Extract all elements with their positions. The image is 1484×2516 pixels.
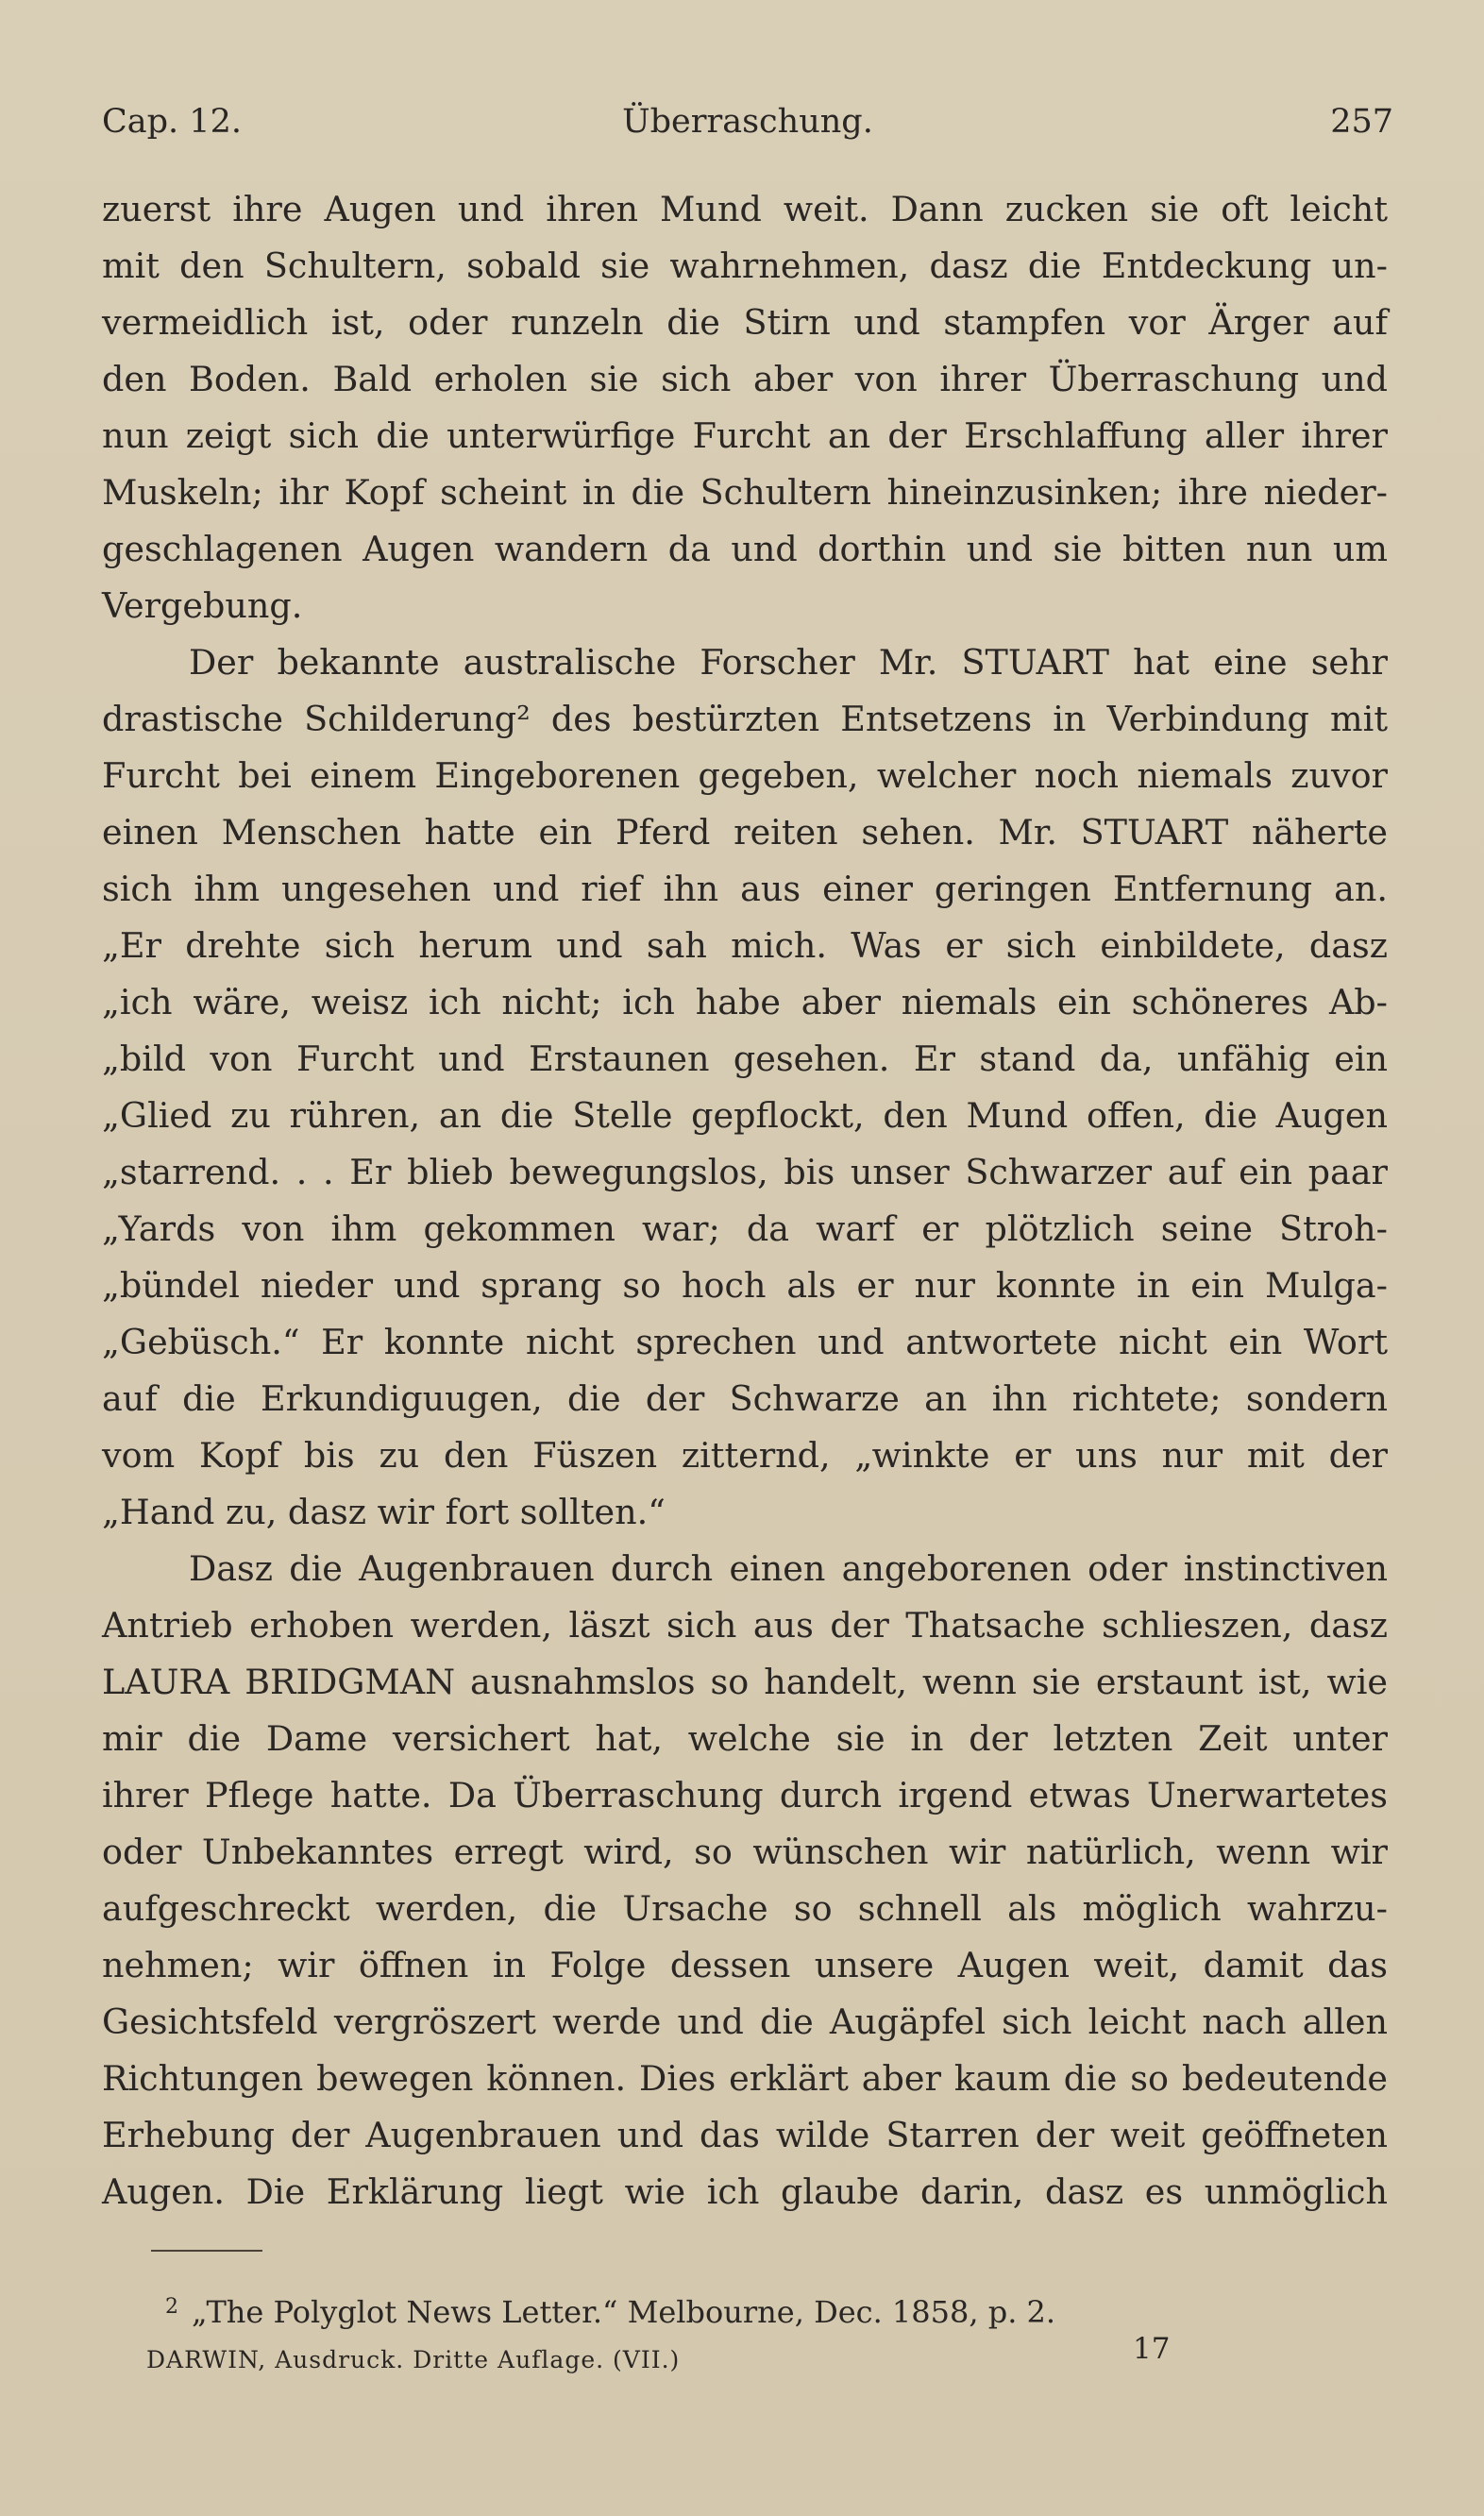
text-line: „Yards von ihm gekommen war; da warf er plötzlich seine Stroh- (102, 1208, 1388, 1249)
text-line: „Gebüsch.“ Er konnte nicht sprechen und antwortete nicht ein Wort (102, 1322, 1388, 1362)
text-line: nun zeigt sich die unterwürfige Furcht an der Erschlaffung aller ihrer (102, 415, 1388, 456)
text-line-paragraph-start: Dasz die Augenbrauen durch einen angeborenen oder instinctiven (189, 1548, 1388, 1589)
text-line: „Hand zu, dasz wir fort sollten.“ (102, 1492, 666, 1532)
text-line: mir die Dame versichert hat, welche sie in der letzten Zeit unter (102, 1718, 1388, 1759)
text-line: „bündel nieder und sprang so hoch als er nur konnte in ein Mulga- (102, 1265, 1388, 1306)
printer-signature: DARWIN, Ausdruck. Dritte Auflage. (VII.) (146, 2346, 681, 2373)
text-line: zuerst ihre Augen und ihren Mund weit. Dann zucken sie oft leicht (102, 189, 1388, 229)
text-line: LAURA BRIDGMAN ausnahmslos so handelt, wenn sie erstaunt ist, wie (102, 1662, 1388, 1702)
footnote (165, 2287, 1204, 2333)
text-line: „Glied zu rühren, an die Stelle gepflockt, den Mund offen, die Augen (102, 1095, 1388, 1136)
text-line: oder Unbekanntes erregt wird, so wünschen wir natürlich, wenn wir (102, 1832, 1388, 1872)
footnote-marker: 2 (165, 2295, 178, 2319)
footnote-text: „The Polyglot News Letter.“ Melbourne, Dec. 1858, p. 2. (192, 2294, 1056, 2330)
text-line: den Boden. Bald erholen sie sich aber von ihrer Überraschung und (102, 359, 1388, 399)
text-line: Furcht bei einem Eingeborenen gegeben, welcher noch niemals zuvor (102, 755, 1388, 796)
footnote-rule (151, 2250, 262, 2252)
running-title: Überraschung. (622, 103, 873, 141)
running-head (102, 98, 1393, 145)
chapter-label: Cap. 12. (102, 103, 242, 141)
text-line: Vergebung. (102, 585, 303, 626)
sheet-number: 17 (1133, 2332, 1171, 2366)
text-line: Gesichtsfeld vergröszert werde und die Augäpfel sich leicht nach allen (102, 2001, 1388, 2042)
text-line: auf die Erkundiguugen, die der Schwarze an ihn richtete; sondern (102, 1378, 1388, 1419)
text-line: Antrieb erhoben werden, läszt sich aus der Thatsache schlieszen, dasz (102, 1605, 1388, 1646)
text-line: „ich wäre, weisz ich nicht; ich habe aber niemals ein schöneres Ab- (102, 982, 1388, 1022)
text-line: vom Kopf bis zu den Füszen zitternd, „winkte er uns nur mit der (102, 1435, 1388, 1476)
text-line: nehmen; wir öffnen in Folge dessen unsere Augen weit, damit das (102, 1945, 1388, 1985)
text-line: Richtungen bewegen können. Dies erklärt aber kaum die so bedeutende (102, 2058, 1388, 2099)
text-line: drastische Schilderung² des bestürzten Entsetzens in Verbindung mit (102, 699, 1388, 739)
text-line-paragraph-start: Der bekannte australische Forscher Mr. STUART hat eine sehr (189, 642, 1388, 683)
text-line: sich ihm ungesehen und rief ihn aus einer geringen Entfernung an. (102, 869, 1388, 909)
text-line: Muskeln; ihr Kopf scheint in die Schultern hineinzusinken; ihre nieder- (102, 472, 1388, 513)
text-line: vermeidlich ist, oder runzeln die Stirn und stampfen vor Ärger auf (102, 302, 1388, 343)
text-line: „bild von Furcht und Erstaunen gesehen. Er stand da, unfähig ein (102, 1038, 1388, 1079)
text-line: Erhebung der Augenbrauen und das wilde Starren der weit geöffneten (102, 2115, 1388, 2155)
text-line: mit den Schultern, sobald sie wahrnehmen, dasz die Entdeckung un- (102, 245, 1388, 286)
text-line: „starrend. . . Er blieb bewegungslos, bis unser Schwarzer auf ein paar (102, 1152, 1388, 1192)
text-line: Augen. Die Erklärung liegt wie ich glaube darin, dasz es unmöglich (102, 2171, 1388, 2212)
text-line: „Er drehte sich herum und sah mich. Was er sich einbildete, dasz (102, 925, 1388, 966)
body-text (102, 181, 1388, 2220)
text-line: einen Menschen hatte ein Pferd reiten sehen. Mr. STUART näherte (102, 812, 1388, 853)
text-line: geschlagenen Augen wandern da und dorthin und sie bitten nun um (102, 529, 1388, 569)
page-number: 257 (1330, 103, 1393, 141)
text-line: ihrer Pflege hatte. Da Überraschung durch irgend etwas Unerwartetes (102, 1775, 1388, 1815)
text-line: aufgeschreckt werden, die Ursache so schnell als möglich wahrzu- (102, 1888, 1388, 1929)
